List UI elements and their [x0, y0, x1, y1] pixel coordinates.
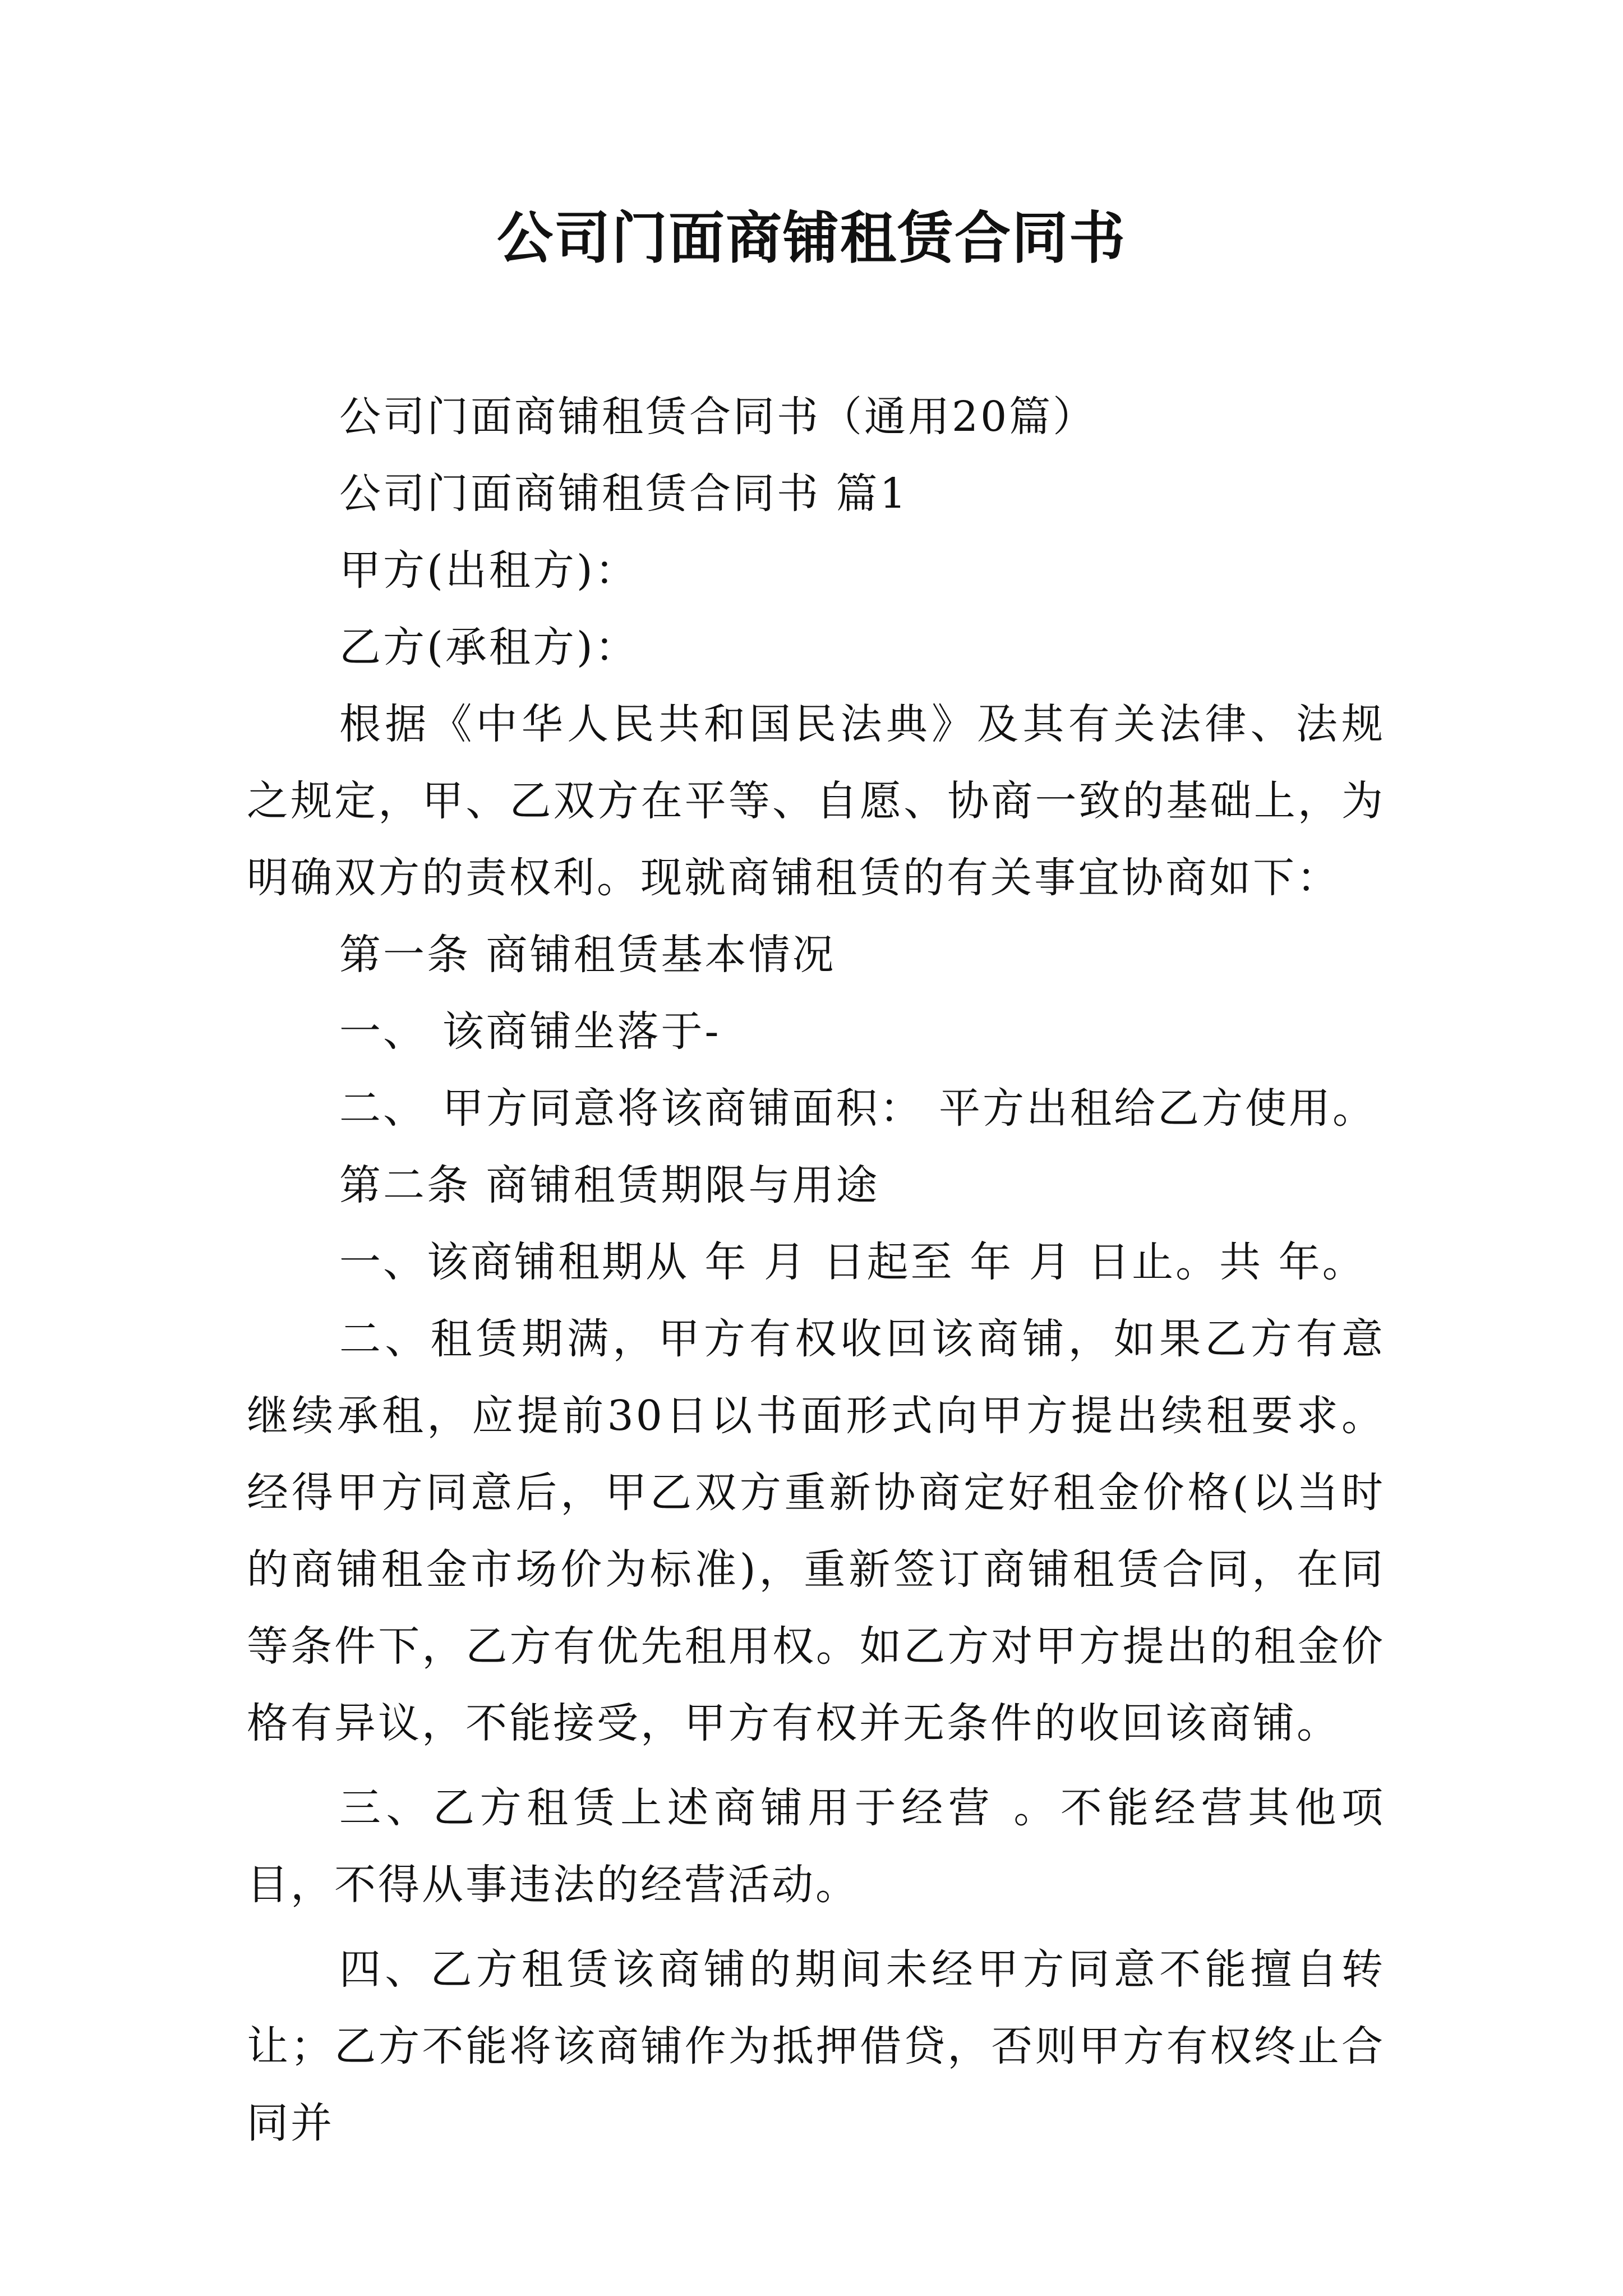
document-body — [247, 379, 1385, 2162]
document-title: 公司门面商铺租赁合同书 — [497, 205, 1126, 271]
paragraph-subtitle: 公司门面商铺租赁合同书（通用20篇） — [339, 393, 1097, 441]
paragraph-article-2-item-1: 一、该商铺租期从 年 月 日起至 年 月 日止。共 年。 — [339, 1238, 1366, 1286]
paragraph-article-1-item-1: 一、 该商铺坐落于- — [339, 1007, 721, 1056]
paragraph-party-a: 甲方(出租方)： — [339, 546, 639, 595]
paragraph-article-2-item-4: 四、乙方租赁该商铺的期间未经甲方同意不能擅自转让；乙方不能将该商铺作为抵押借贷，否则甲方有权终止合同并 — [247, 1945, 1385, 2147]
paragraph-party-b: 乙方(承租方)： — [339, 623, 639, 671]
paragraph-article-2-item-2: 二、租赁期满，甲方有权收回该商铺，如果乙方有意继续承租，应提前30日以书面形式向甲方提出续租要求。经得甲方同意后，甲乙双方重新协商定好租金价格(以当时的商铺租金市场价为标准)，重新签订商铺租赁合同，在同等条件下，乙方有优先租用权。如乙方对甲方提出的租金价格有异议，不能接受，甲方有权并无条件的收回该商铺。 — [247, 1315, 1385, 1747]
paragraph-article-2-item-3: 三、乙方租赁上述商铺用于经营 。不能经营其他项目，不得从事违法的经营活动。 — [247, 1784, 1385, 1909]
paragraph-article-2-heading: 第二条 商铺租赁期限与用途 — [339, 1161, 880, 1209]
paragraph-section-heading: 公司门面商铺租赁合同书 篇1 — [339, 470, 909, 518]
paragraph-preamble: 根据《中华人民共和国民法典》及其有关法律、法规之规定，甲、乙双方在平等、自愿、协商一致的基础上，为明确双方的责权利。现就商铺租赁的有关事宜协商如下： — [247, 700, 1385, 902]
paragraph-article-1-heading: 第一条 商铺租赁基本情况 — [339, 931, 836, 979]
paragraph-article-1-item-2: 二、 甲方同意将该商铺面积： 平方出租给乙方使用。 — [339, 1084, 1377, 1133]
